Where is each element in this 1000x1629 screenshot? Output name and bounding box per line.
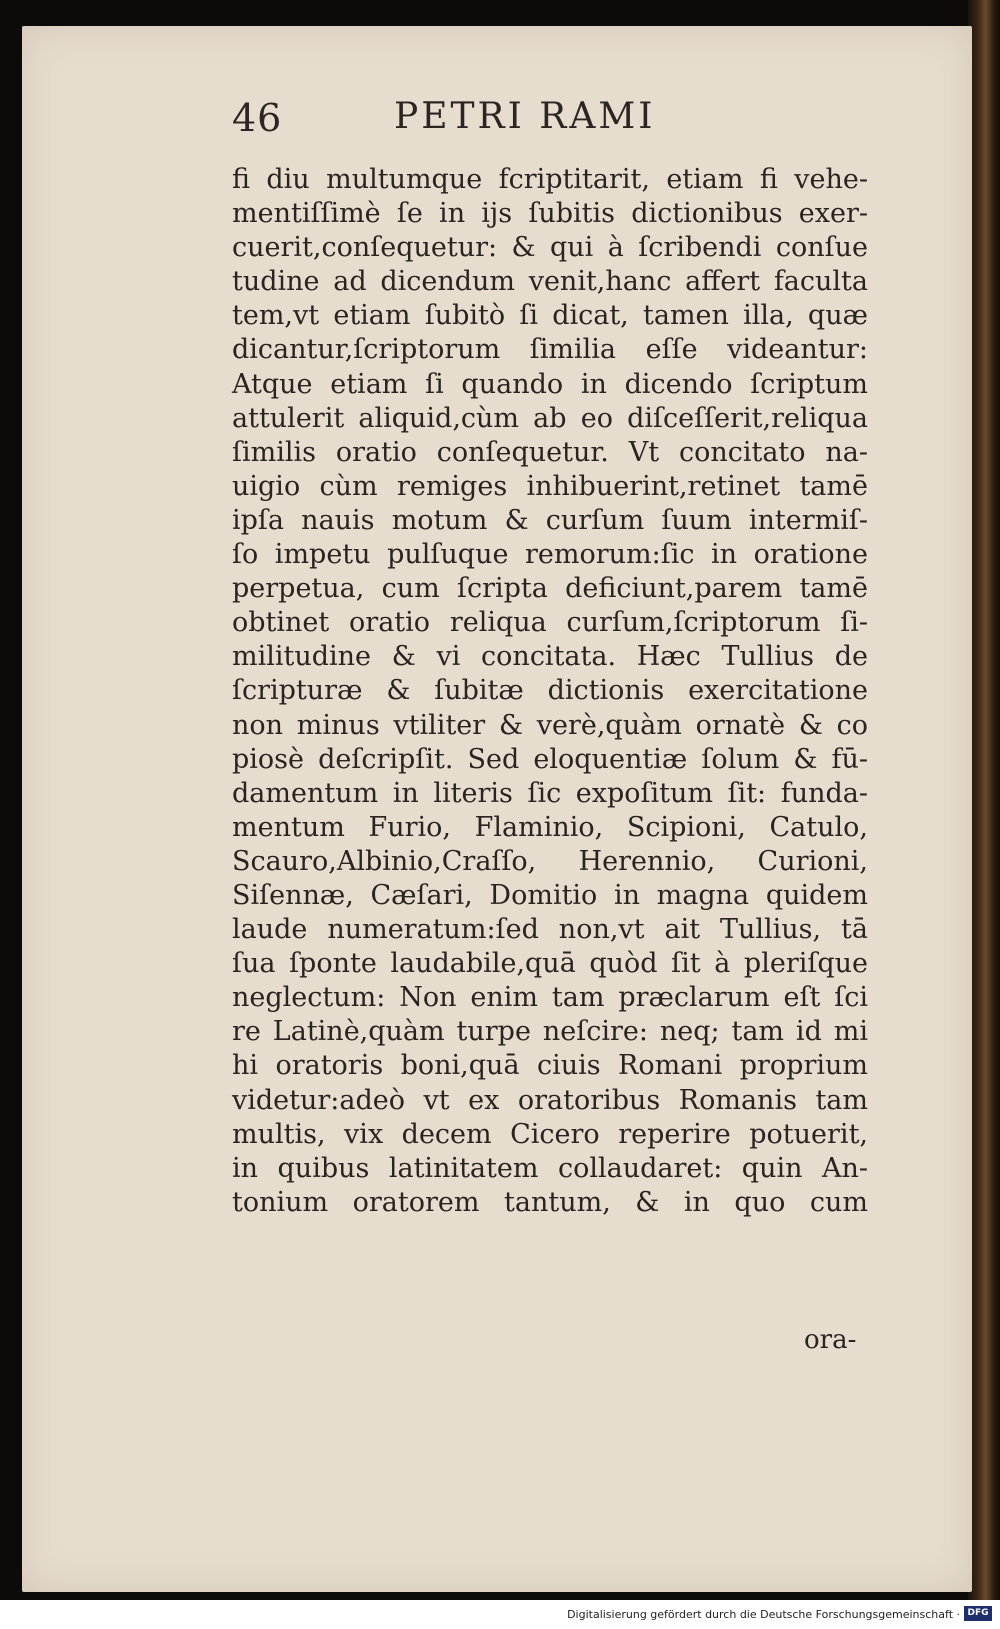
footer-bar — [0, 1600, 1000, 1629]
text-line: Siſennæ, Cæſari, Domitio in magna quidem — [232, 879, 868, 911]
text-line: piosè deſcripſit. Sed eloquentiæ ſolum & fū- — [232, 743, 868, 775]
dfg-logo: DFG — [964, 1606, 992, 1621]
text-line: militudine & vi concitata. Hæc Tullius de — [232, 641, 868, 673]
text-line: tonium oratorem tantum, & in quo cum — [232, 1186, 868, 1218]
text-line: in quibus latinitatem collaudaret: quin An- — [232, 1152, 868, 1184]
text-line: ipſa nauis motum & curſum ſuum intermiſ- — [232, 504, 868, 536]
text-line: tem,vt etiam ſubitò ſi dicat, tamen illa, quæ — [232, 300, 868, 332]
text-line: damentum in literis ſic expoſitum ſit: funda- — [232, 777, 868, 809]
text-line: cuerit,conſequetur: & qui à ſcribendi conſue — [232, 232, 868, 264]
funding-credit: Digitalisierung gefördert durch die Deutsche Forschungsgemeinschaft · — [567, 1608, 960, 1621]
text-line: Scauro,Albinio,Craſſo, Herennio, Curioni, — [232, 845, 868, 877]
text-line: Atque etiam ſi quando in dicendo ſcriptum — [232, 368, 868, 400]
text-line: neglectum: Non enim tam præclarum eſt ſci — [232, 982, 868, 1014]
text-line: mentum Furio, Flaminio, Scipioni, Catulo, — [232, 811, 868, 843]
catchword: ora- — [804, 1325, 857, 1355]
text-line: non minus vtiliter & verè,quàm ornatè & co — [232, 709, 868, 741]
text-line: laude numeratum:ſed non,vt ait Tullius, tā — [232, 914, 868, 946]
text-line: perpetua, cum ſcripta deficiunt,parem tamē — [232, 573, 868, 605]
text-line: re Latinè,quàm turpe neſcire: neq; tam id mi — [232, 1016, 868, 1048]
text-line: ſo impetu pulſuque remorum:ſic in oratione — [232, 539, 868, 571]
text-line: tudine ad dicendum venit,hanc affert faculta — [232, 266, 868, 298]
book-spine-edge — [968, 0, 1000, 1600]
text-line: ſcripturæ & ſubitæ dictionis exercitatione — [232, 675, 868, 707]
page-header — [232, 96, 752, 156]
text-line: uigio cùm remiges inhibuerint,retinet tamē — [232, 470, 868, 502]
text-line: dicantur,ſcriptorum ſimilia eſſe videantur: — [232, 334, 868, 366]
page-number: 46 — [232, 96, 283, 140]
text-line: ſimilis oratio conſequetur. Vt concitato na- — [232, 436, 868, 468]
text-line: videtur:adeò vt ex oratoribus Romanis tam — [232, 1084, 868, 1116]
text-line: multis, vix decem Cicero reperire potuerit, — [232, 1118, 868, 1150]
text-line: hi oratoris boni,quā ciuis Romani proprium — [232, 1050, 868, 1082]
text-line: ſua ſponte laudabile,quā quòd ſit à pleriſque — [232, 948, 868, 980]
text-line: attulerit aliquid,cùm ab eo diſceſſerit,reliqua — [232, 402, 868, 434]
text-line: fi diu multumque fcriptitarit, etiam fi vehe- — [232, 164, 868, 195]
running-head: PETRI RAMI — [394, 96, 656, 137]
body-text — [232, 163, 868, 1220]
text-line: obtinet oratio reliqua curſum,ſcriptorum ſi- — [232, 607, 868, 639]
text-line: mentiſſimè ſe in ijs ſubitis dictionibus exer- — [232, 198, 868, 230]
